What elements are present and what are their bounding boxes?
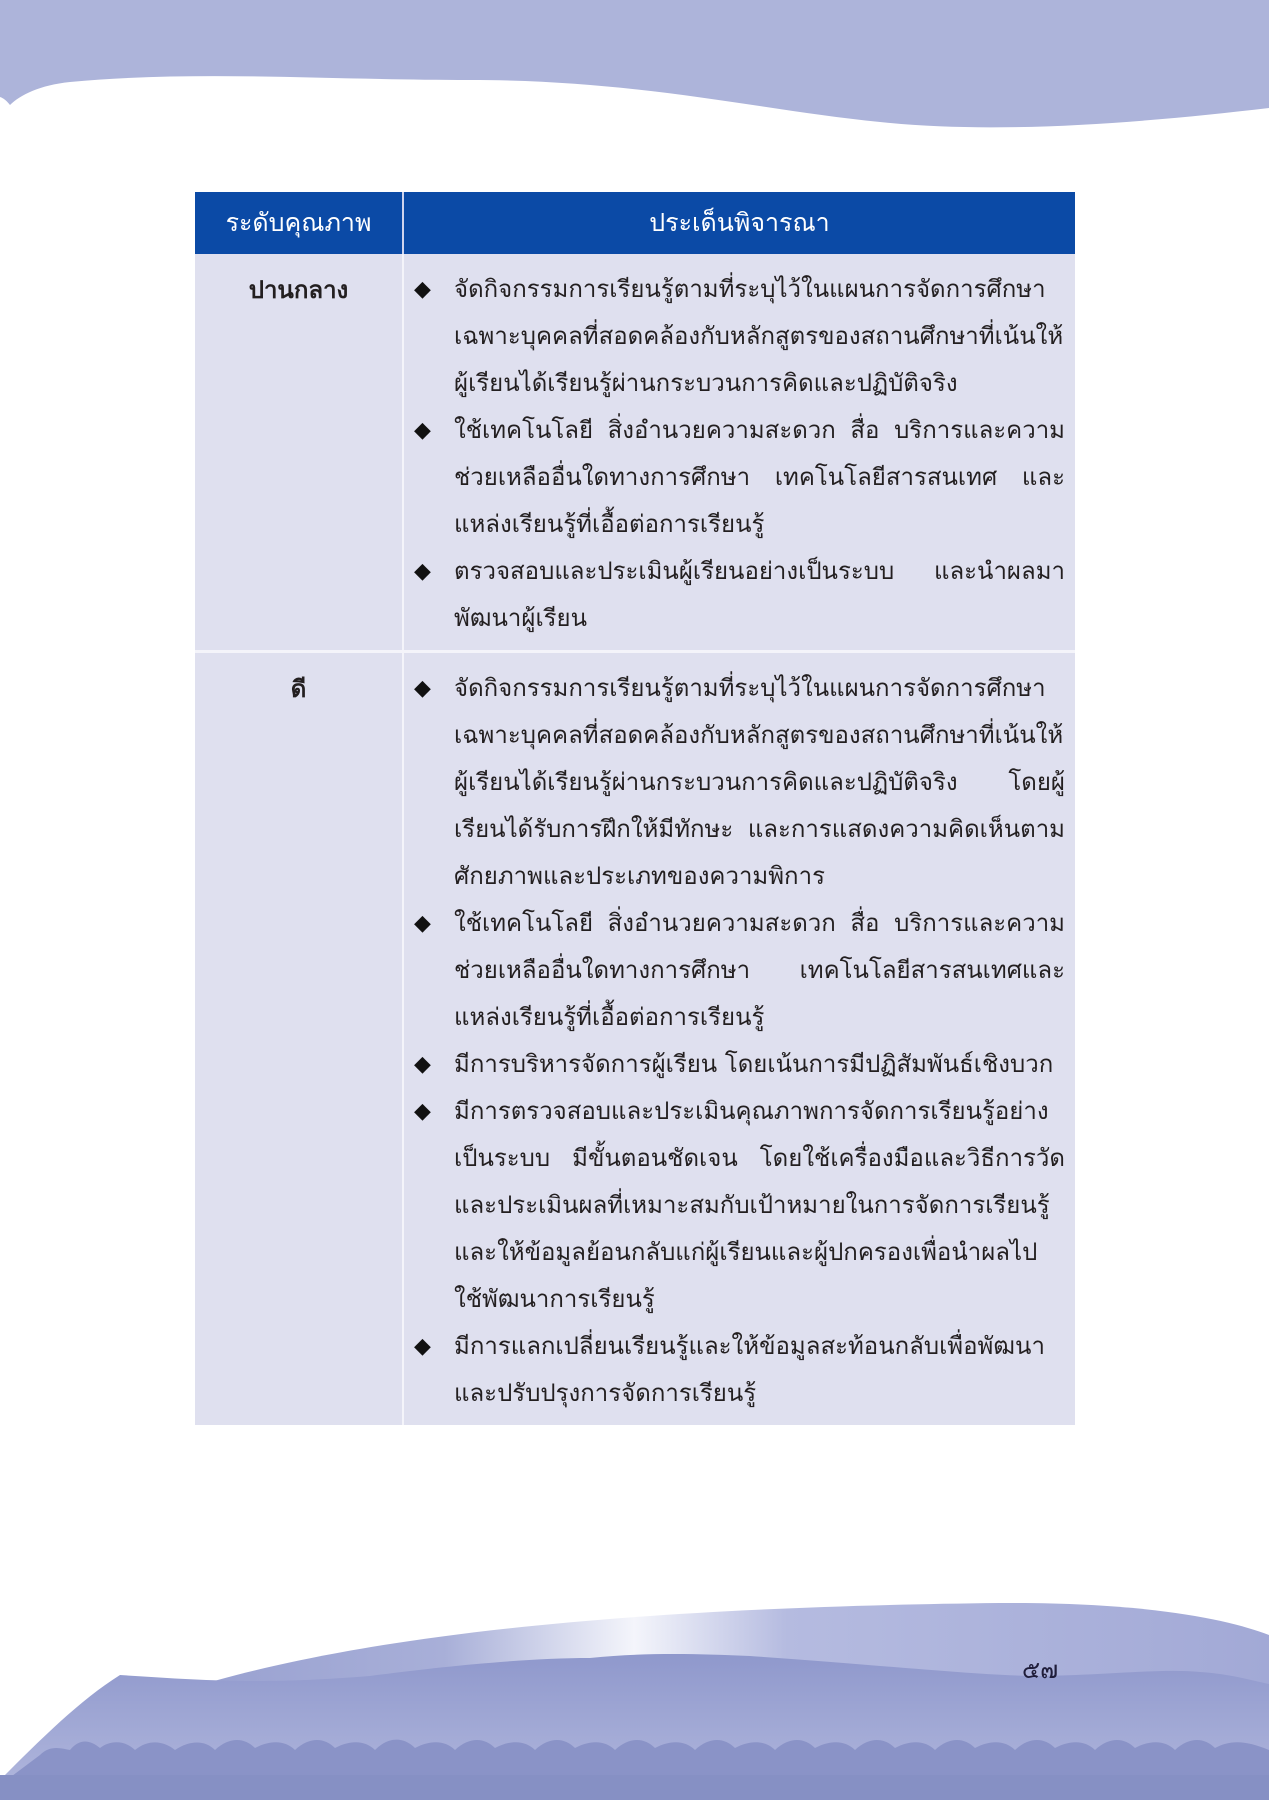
list-item: ◆ ใช้เทคโนโลยี สิ่งอำนวยความสะดวก สื่อ บริการและความช่วยเหลืออื่นใดทางการศึกษา เทคโนโลยีสารสนเทศและแหล่งเรียนรู้ที่เอื้อต่อการเรียนรู้: [414, 900, 1065, 1041]
list-item: ◆ จัดกิจกรรมการเรียนรู้ตามที่ระบุไว้ในแผนการจัดการศึกษาเฉพาะบุคคลที่สอดคล้องกับหลักสูตรของสถานศึกษาที่เน้นให้ผู้เรียนได้เรียนรู้ผ่านกระบวนการคิดและปฏิบัติจริง: [414, 266, 1065, 407]
diamond-bullet-icon: ◆: [414, 1099, 431, 1124]
quality-criteria-table: [195, 192, 1075, 1425]
diamond-bullet-icon: ◆: [414, 418, 431, 443]
page-number: ๕๗: [1022, 1656, 1059, 1684]
diamond-bullet-icon: ◆: [414, 559, 431, 584]
list-item: ◆ มีการแลกเปลี่ยนเรียนรู้และให้ข้อมูลสะท้อนกลับเพื่อพัฒนาและปรับปรุงการจัดการเรียนรู้: [414, 1323, 1065, 1417]
list-item: ◆ จัดกิจกรรมการเรียนรู้ตามที่ระบุไว้ในแผนการจัดการศึกษาเฉพาะบุคคลที่สอดคล้องกับหลักสูตรของสถานศึกษาที่เน้นให้ผู้เรียนได้เรียนรู้ผ่านกระบวนการคิดและปฏิบัติจริง โดยผู้เรียนได้รับการฝึกให้มีทักษะ และการแสดงความคิดเห็นตามศักยภาพและประเภทของความพิการ: [414, 665, 1065, 900]
considerations-cell: [403, 254, 1075, 652]
quality-level-cell: ดี: [195, 652, 403, 1426]
considerations-cell: [403, 652, 1075, 1426]
table-header-row: [195, 192, 1075, 254]
list-item: ◆ มีการบริหารจัดการผู้เรียน โดยเน้นการมีปฏิสัมพันธ์เชิงบวก: [414, 1041, 1065, 1088]
diamond-bullet-icon: ◆: [414, 911, 431, 936]
diamond-bullet-icon: ◆: [414, 676, 431, 701]
bottom-wave-decoration: [0, 1580, 1269, 1800]
diamond-bullet-icon: ◆: [414, 277, 431, 302]
table-row: [195, 254, 1075, 652]
table-row: [195, 652, 1075, 1426]
diamond-bullet-icon: ◆: [414, 1052, 431, 1077]
list-item: ◆ ใช้เทคโนโลยี สิ่งอำนวยความสะดวก สื่อ บริการและความช่วยเหลืออื่นใดทางการศึกษา เทคโนโลยีสารสนเทศ และแหล่งเรียนรู้ที่เอื้อต่อการเรียนรู้: [414, 407, 1065, 548]
list-item: ◆ ตรวจสอบและประเมินผู้เรียนอย่างเป็นระบบ และนำผลมาพัฒนาผู้เรียน: [414, 548, 1065, 642]
list-item: ◆ มีการตรวจสอบและประเมินคุณภาพการจัดการเรียนรู้อย่างเป็นระบบ มีขั้นตอนชัดเจน โดยใช้เครื่องมือและวิธีการวัดและประเมินผลที่เหมาะสมกับเป้าหมายในการจัดการเรียนรู้ และให้ข้อมูลย้อนกลับแก่ผู้เรียนและผู้ปกครองเพื่อนำผลไปใช้พัฒนาการเรียนรู้: [414, 1088, 1065, 1323]
header-considerations: ประเด็นพิจารณา: [403, 192, 1075, 254]
header-quality-level: ระดับคุณภาพ: [195, 192, 403, 254]
top-wave-decoration: [0, 0, 1269, 140]
diamond-bullet-icon: ◆: [414, 1334, 431, 1359]
quality-level-cell: ปานกลาง: [195, 254, 403, 652]
